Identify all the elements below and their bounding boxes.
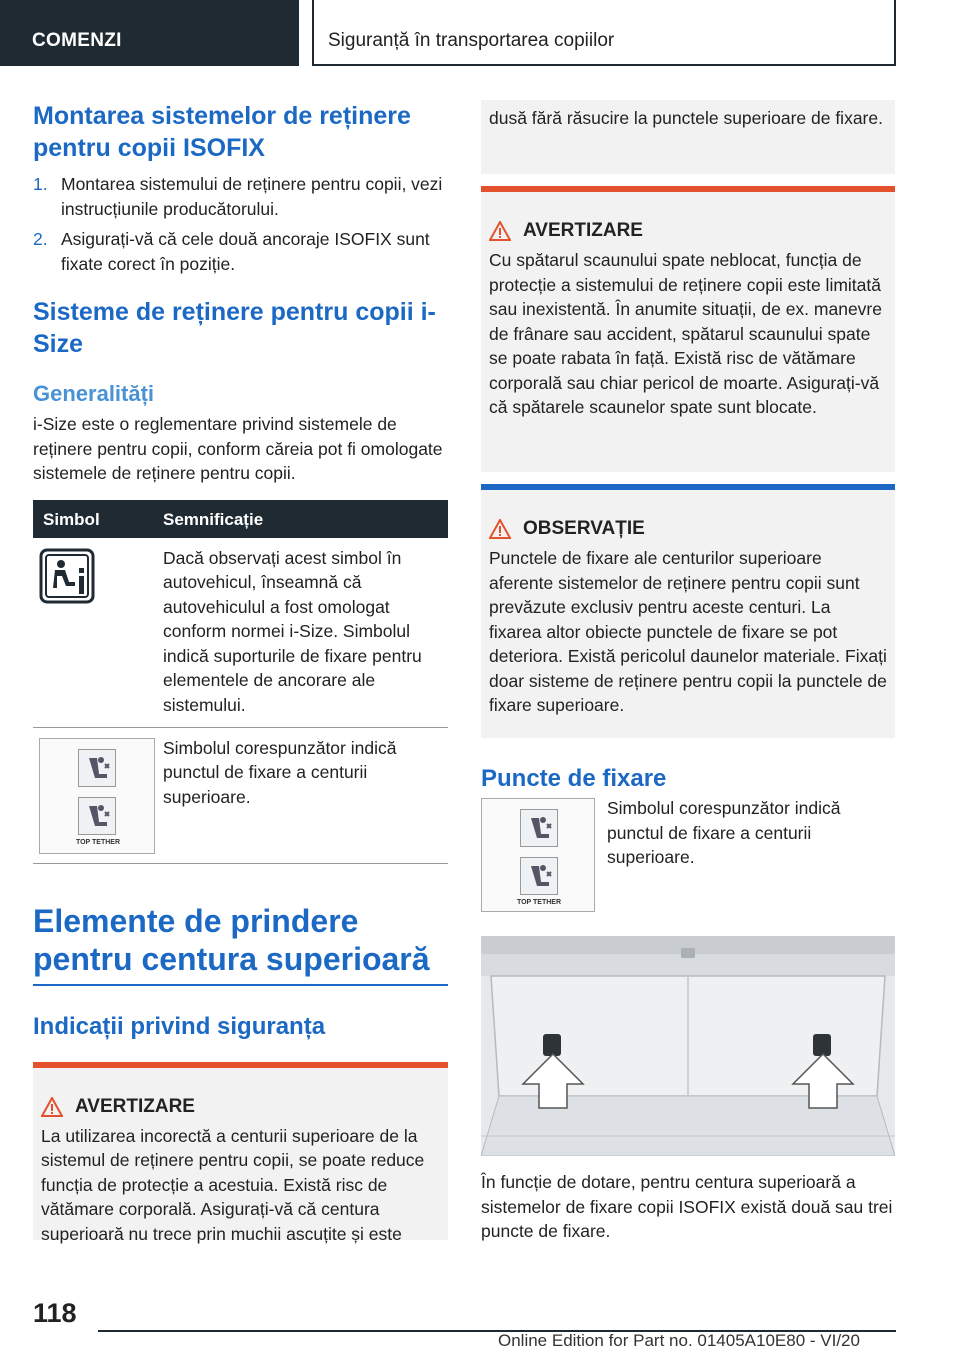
notice-box bbox=[481, 490, 895, 738]
warning-text: La utilizarea incorectă a centurii superioare de la sistemul de reținere pentru copii, se poate reduce funcția de protecție a acestuia. Există risc de vătămare corporală. Asigurați-vă că centura superioară nu trece prin muchii ascuțite și este bbox=[41, 1125, 425, 1244]
warning-icon bbox=[489, 221, 511, 241]
table-header bbox=[33, 500, 448, 538]
top-tether-symbol bbox=[39, 738, 155, 854]
heading-isofix: Montarea sistemelor de reținere pentru copii ISOFIX bbox=[33, 102, 411, 162]
general-paragraph: i-Size este o reglementare privind sistemele de reținere pentru copii, conform căreia pot fi omologate sistemele de reținere pentru copii. bbox=[33, 414, 443, 483]
section-tab: COMENZI bbox=[0, 0, 299, 66]
warning-title: AVERTIZARE bbox=[75, 1095, 195, 1117]
isize-meaning: Dacă observați acest simbol în autovehicul, înseamnă că autovehiculul a fost omologat conform normei i-Size. Simbolul indică suporturile de fixare pentru elementele de ancorare ale sistemului. bbox=[163, 547, 422, 715]
trunk-illustration bbox=[481, 936, 895, 1156]
table-row bbox=[33, 538, 448, 728]
col-meaning: Semnificație bbox=[163, 509, 264, 529]
trunk-image bbox=[481, 936, 895, 1156]
page-number: 118 bbox=[33, 1298, 77, 1328]
left-column bbox=[33, 100, 448, 1244]
tether-seat-icon bbox=[78, 749, 116, 787]
heading-tether: Elemente de prindere pentru centura superioară bbox=[33, 902, 430, 977]
col-symbol: Simbol bbox=[43, 509, 100, 529]
tether-seat-icon bbox=[78, 797, 116, 835]
warning-text: Cu spătarul scaunului spate neblocat, funcția de protecție a sistemului de reținere copii este limitată sau inexistentă. În anumite situații, de ex. manevre de frânare sau accident, spătarul scaunului spate se poate rabata în față. Există risc de vătămare corporală sau chiar pericol de moarte. Asigurați-vă că spătarele scaunelor spate sunt blocate. bbox=[489, 250, 882, 417]
notice-text: Punctele de fixare ale centurilor superioare aferente sistemelor de reținere pentru copii sunt prevăzute exclusiv pentru aceste centuri. La fixarea altor obiecte punctele de fixare se pot deteriora. Există pericolul daunelor materiale. Fixați doar sisteme de reținere pentru copii la punctele de fixare superioare. bbox=[489, 548, 887, 715]
isofix-steps bbox=[33, 172, 448, 276]
chapter-title: Siguranță în transportarea copiilor bbox=[312, 0, 896, 66]
heading-rule bbox=[33, 984, 448, 986]
tether-seat-icon bbox=[520, 857, 558, 895]
warning-box bbox=[481, 192, 895, 472]
list-item: 2. Asigurați-vă că cele două ancoraje ISOFIX sunt fixate corect în poziție. bbox=[33, 229, 430, 274]
heading-points: Puncte de fixare bbox=[481, 765, 667, 792]
warning-icon bbox=[41, 1097, 63, 1117]
points-paragraph: Simbolul corespunzător indică punctul de fixare a centurii superioare. bbox=[607, 798, 841, 867]
symbol-table bbox=[33, 500, 448, 864]
right-column bbox=[481, 100, 895, 1244]
tether-caption: TOP TETHER bbox=[516, 899, 562, 906]
heading-safety: Indicații privind siguranța bbox=[33, 1012, 326, 1040]
tether-meaning: Simbolul corespunzător indică punctul de fixare a centurii superioare. bbox=[163, 737, 397, 807]
warning-continued: dusă fără răsucire la punctele superioare de fixare. bbox=[481, 100, 895, 174]
heading-general: Generalități bbox=[33, 381, 155, 406]
footer-edition: Online Edition for Part no. 01405A10E80 - VI/20 bbox=[498, 1331, 860, 1350]
heading-isize: Sisteme de reținere pentru copii i-Size bbox=[33, 298, 436, 358]
page-header bbox=[0, 0, 960, 66]
notice-icon bbox=[489, 519, 511, 539]
tether-seat-icon bbox=[520, 809, 558, 847]
notice-title: OBSERVAȚIE bbox=[523, 518, 645, 539]
warning-title: AVERTIZARE bbox=[523, 220, 643, 241]
table-row bbox=[33, 728, 448, 864]
equipment-paragraph: În funcție de dotare, pentru centura superioară a sistemelor de fixare copii ISOFIX există două sau trei puncte de fixare. bbox=[481, 1172, 893, 1241]
isize-symbol-icon bbox=[39, 548, 95, 609]
tether-caption: TOP TETHER bbox=[75, 838, 121, 846]
warning-box bbox=[33, 1068, 448, 1244]
list-item: 1. Montarea sistemului de reținere pentru copii, vezi instrucțiunile producătorului. bbox=[33, 174, 443, 219]
top-tether-symbol bbox=[481, 798, 595, 912]
